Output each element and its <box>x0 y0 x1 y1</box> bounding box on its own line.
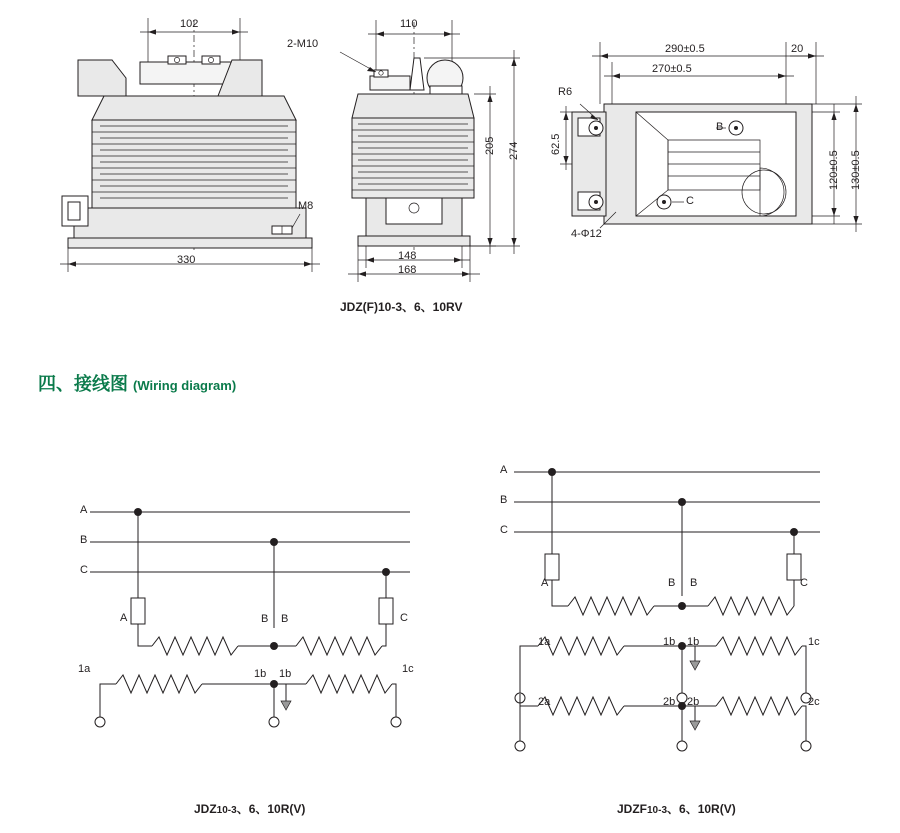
mark-c: C <box>686 195 694 207</box>
right-winding-a: A <box>541 577 549 589</box>
right-sec1-1b2: 1b <box>687 636 700 648</box>
left-winding-b1: B <box>261 613 269 625</box>
dim-top-right-edge: 20 <box>791 43 804 55</box>
dim-top-left-height: 62.5 <box>550 133 562 155</box>
dim-top-radius-r6: R6 <box>558 86 573 98</box>
wiring-right-caption: JDZF10-3、6、10R(V) <box>617 802 736 816</box>
section-title: 四、接线图 (Wiring diagram) <box>38 374 237 394</box>
wiring-right-caption-sub: 10-3 <box>647 805 668 816</box>
dim-side-width-inner: 148 <box>398 250 417 262</box>
dim-top-height-outer: 130±0.5 <box>850 150 862 190</box>
dim-top-len-inner: 270±0.5 <box>652 63 692 75</box>
right-line-a: A <box>500 464 508 476</box>
left-sec-1b1: 1b <box>254 668 267 680</box>
wiring-diagram-right-svg <box>490 450 850 770</box>
right-winding-b2: B <box>690 577 698 589</box>
left-sec-1b2: 1b <box>279 668 292 680</box>
left-winding-c: C <box>400 612 408 624</box>
right-sec2-2c: 2c <box>808 696 820 708</box>
dim-front-top: 102 <box>180 18 199 30</box>
wiring-diagram-left-svg <box>60 450 440 750</box>
left-line-a: A <box>80 504 88 516</box>
right-sec2-2b1: 2b <box>663 696 676 708</box>
right-sec2-2a: 2a <box>538 696 551 708</box>
dim-side-height-inner: 205 <box>484 136 496 155</box>
right-line-c: C <box>500 524 508 536</box>
dim-side-bolt-2m10: 2-M10 <box>287 38 319 50</box>
wiring-left-caption-sub: 10-3 <box>216 805 237 816</box>
left-sec-1a: 1a <box>78 663 91 675</box>
right-sec2-2b2: 2b <box>687 696 700 708</box>
right-line-b: B <box>500 494 508 506</box>
left-line-b: B <box>80 534 88 546</box>
dim-side-width-outer: 168 <box>398 264 417 276</box>
mark-b: B <box>716 121 724 133</box>
dim-front-bolt-m8: M8 <box>298 200 314 212</box>
right-winding-b1: B <box>668 577 676 589</box>
left-winding-a: A <box>120 612 128 624</box>
dim-top-len-outer: 290±0.5 <box>665 43 705 55</box>
section-title-english: (Wiring diagram) <box>133 378 237 393</box>
left-line-c: C <box>80 564 88 576</box>
left-winding-b2: B <box>281 613 289 625</box>
wiring-left-caption: JDZ10-3、6、10R(V) <box>194 802 306 816</box>
dim-side-height-outer: 274 <box>508 141 520 160</box>
right-sec1-1b1: 1b <box>663 636 676 648</box>
technical-drawings-svg <box>0 0 900 330</box>
left-sec-1c: 1c <box>402 663 414 675</box>
right-sec1-1c: 1c <box>808 636 820 648</box>
right-sec1-1a: 1a <box>538 636 551 648</box>
drawing-caption: JDZ(F)10-3、6、10RV <box>340 300 463 314</box>
dim-side-top: 110 <box>400 18 418 30</box>
dim-top-height-inner: 120±0.5 <box>828 150 840 190</box>
right-winding-c: C <box>800 577 808 589</box>
dim-top-holes: 4-Φ12 <box>571 228 602 240</box>
dim-front-bottom: 330 <box>177 254 196 266</box>
